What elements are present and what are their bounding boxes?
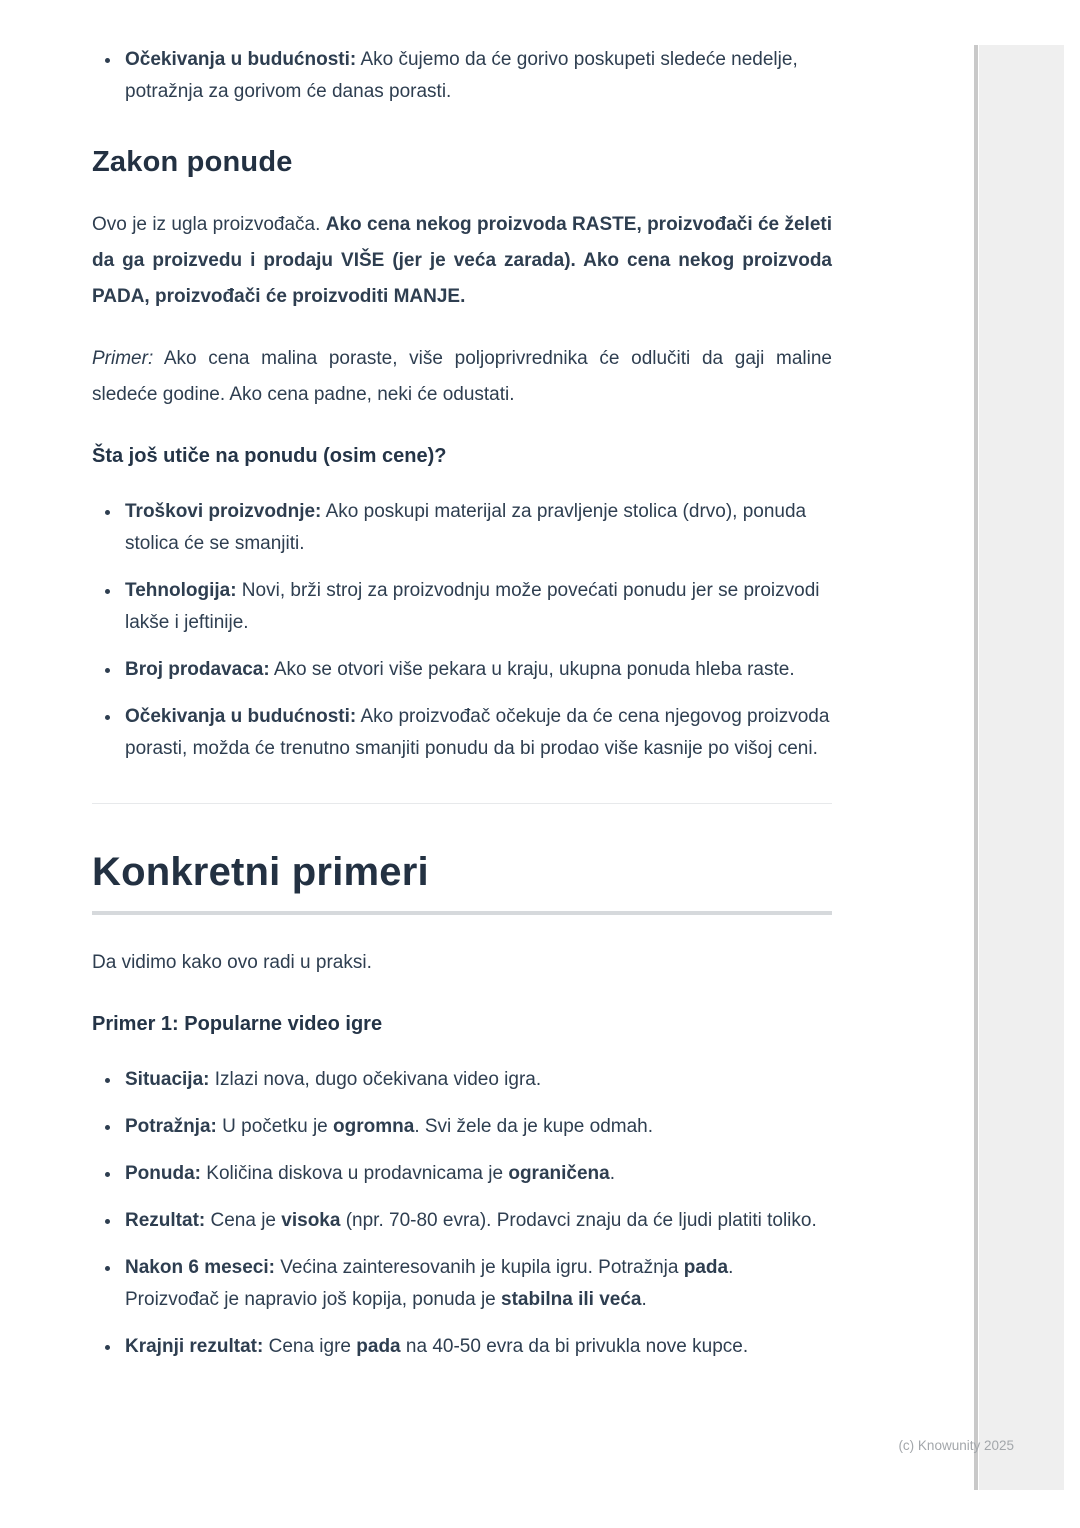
list-item: • Broj prodavaca: Ako se otvori više pekara u kraju, ukupna ponuda hleba raste.: [122, 654, 832, 686]
list-item: • Tehnologija: Novi, brži stroj za proizvodnju može povećati ponudu jer se proizvodi lakše i jeftinije.: [122, 575, 832, 639]
example-video-games-list: [92, 1064, 832, 1363]
subheading-supply-factors: Šta još utiče na ponudu (osim cene)?: [92, 445, 447, 467]
section-heading-konkretni-primeri: Konkretni primeri: [92, 850, 832, 915]
list-item: • Očekivanja u budućnosti: Ako proizvođač očekuje da će cena njegovog proizvoda porasti, možda će trenutno smanjiti ponudu da bi prodao više kasnije po višoj ceni.: [122, 701, 832, 765]
intro-bullet-list: [92, 44, 832, 108]
paragraph-producer-view: Ovo je iz ugla proizvođača. Ako cena nekog proizvoda RASTE, proizvođači će želeti da ga proizvedu i prodaju VIŠE (jer je veća zarada). Ako cena nekog proizvoda PADA, proizvođači će proizvoditi MANJE.: [92, 214, 832, 307]
section-heading-zakon-ponude: Zakon ponude: [92, 146, 293, 178]
list-item: • Rezultat: Cena je visoka (npr. 70-80 evra). Prodavci znaju da će ljudi platiti toliko.: [122, 1205, 832, 1237]
list-item: • Nakon 6 meseci: Većina zainteresovanih je kupila igru. Potražnja pada. Proizvođač je napravio još kopija, ponuda je stabilna ili veća.: [122, 1252, 832, 1316]
list-item: • Situacija: Izlazi nova, dugo očekivana video igra.: [122, 1064, 832, 1096]
list-item: • Ponuda: Količina diskova u prodavnicama je ograničena.: [122, 1158, 832, 1190]
supply-factors-list: [92, 496, 832, 765]
document-content: [92, 44, 832, 1363]
list-item: • Troškovi proizvodnje: Ako poskupi materijal za pravljenje stolica (drvo), ponuda stolica će se smanjiti.: [122, 496, 832, 560]
paragraph-intro-primeri: Da vidimo kako ovo radi u praksi.: [92, 952, 372, 973]
scrollbar-track[interactable]: [979, 45, 1064, 1490]
paragraph-primer-maline: Primer: Ako cena malina poraste, više poljoprivrednika će odlučiti da gaji maline sledeće godine. Ako cena padne, neki će odustati.: [92, 348, 832, 405]
scrollbar-thumb[interactable]: [974, 45, 978, 1490]
copyright-watermark: (c) Knowunity 2025: [898, 1438, 1014, 1453]
subheading-primer-1: Primer 1: Popularne video igre: [92, 1013, 383, 1035]
section-divider: [92, 803, 832, 804]
list-item: • Potražnja: U početku je ogromna. Svi žele da je kupe odmah.: [122, 1111, 832, 1143]
list-item: • Krajnji rezultat: Cena igre pada na 40-50 evra da bi privukla nove kupce.: [122, 1331, 832, 1363]
list-item: • Očekivanja u budućnosti: Ako čujemo da će gorivo poskupeti sledeće nedelje, potražnja za gorivom će danas porasti.: [122, 44, 832, 108]
